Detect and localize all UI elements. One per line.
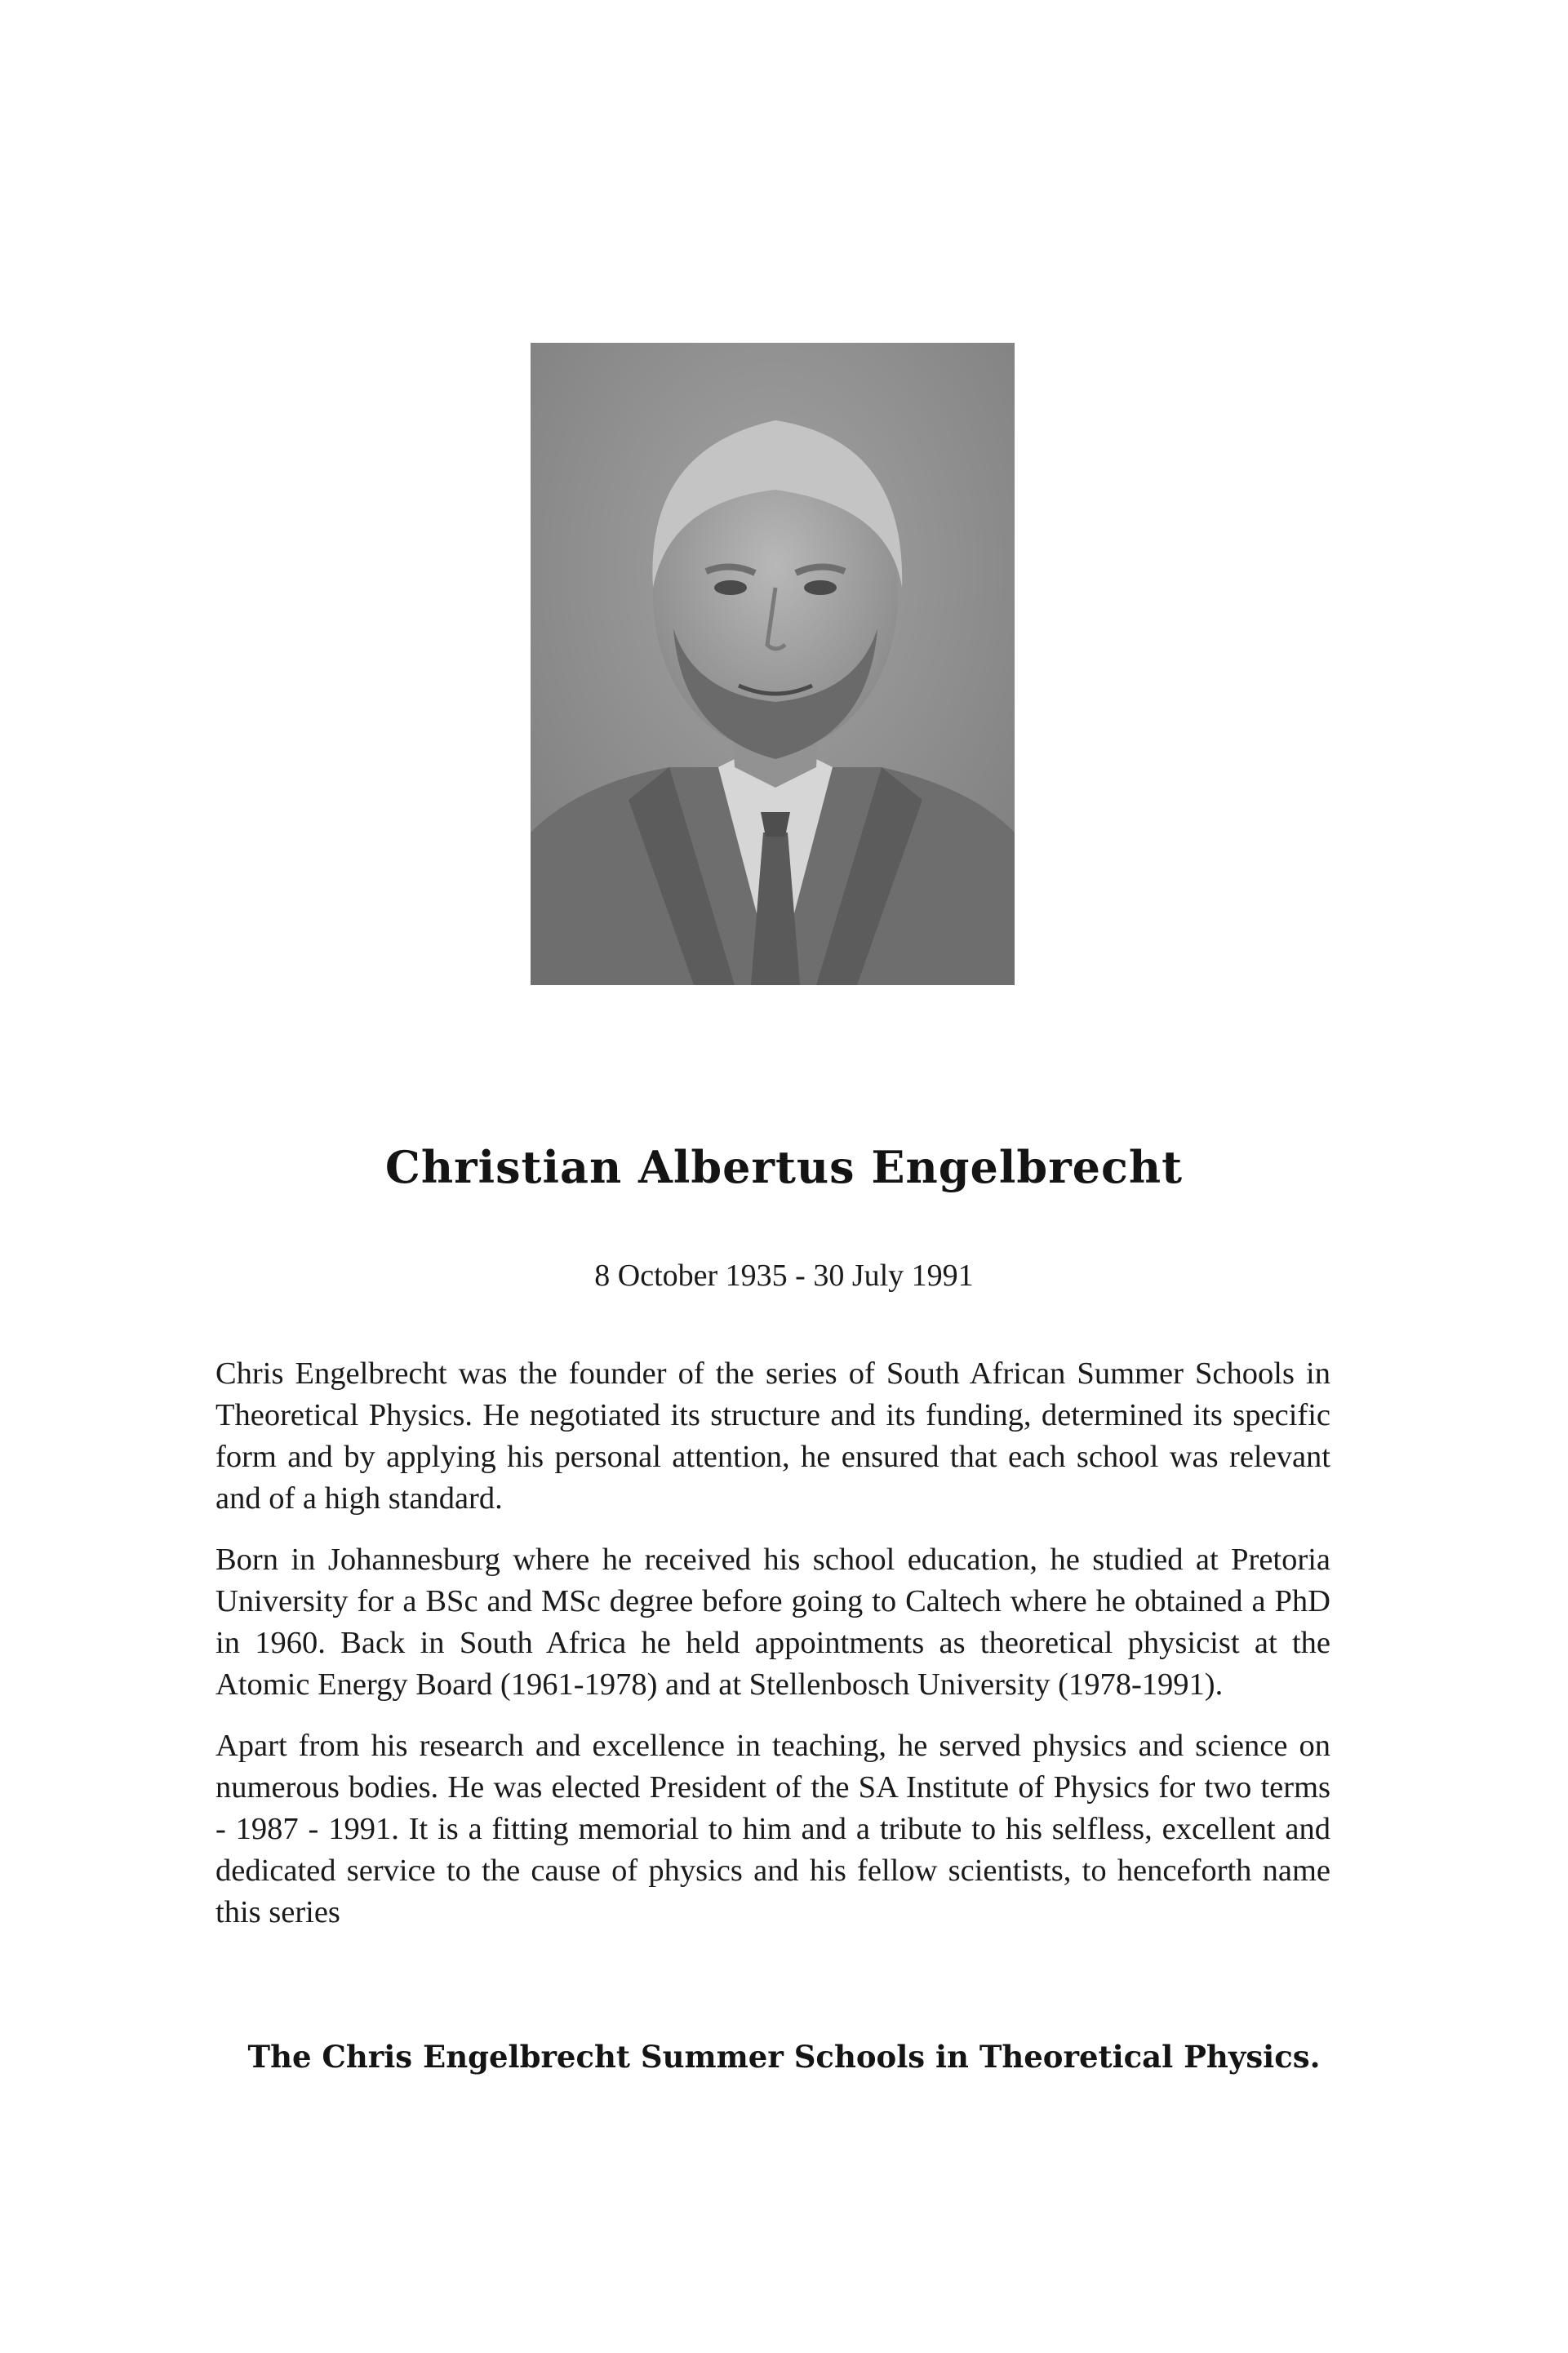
biography-text <box>215 1353 1330 1953</box>
life-dates: 8 October 1935 - 30 July 1991 <box>594 1259 974 1293</box>
biography-paragraph: Chris Engelbrecht was the founder of the series of South African Summer Schools in Theoretical Physics. He negotiated its structure and its funding, determined its specific form and by applying his personal attention, he ensured that each school was relevant and of a high standard. <box>215 1356 1330 1516</box>
biography-paragraph: Born in Johannesburg where he received his school education, he studied at Pretoria University for a BSc and MSc degree before going to Caltech where he obtained a PhD in 1960. Back in South Africa he held appointments as theoretical physicist at the Atomic Energy Board (1961-1978) and at Stellenbosch University (1978-1991). <box>215 1543 1330 1702</box>
biography-paragraph: Apart from his research and excellence in teaching, he served physics and science on numerous bodies. He was elected President of the SA Institute of Physics for two terms - 1987 - 1991. It is a fitting memorial to him and a tribute to his selfless, excellent and dedicated service to the cause of physics and his fellow scientists, to henceforth name this series <box>215 1729 1330 1929</box>
portrait-photo <box>531 343 1015 985</box>
series-title: The Chris Engelbrecht Summer Schools in Theoretical Physics. <box>247 2039 1321 2075</box>
person-name: Christian Albertus Engelbrecht <box>384 1141 1184 1193</box>
